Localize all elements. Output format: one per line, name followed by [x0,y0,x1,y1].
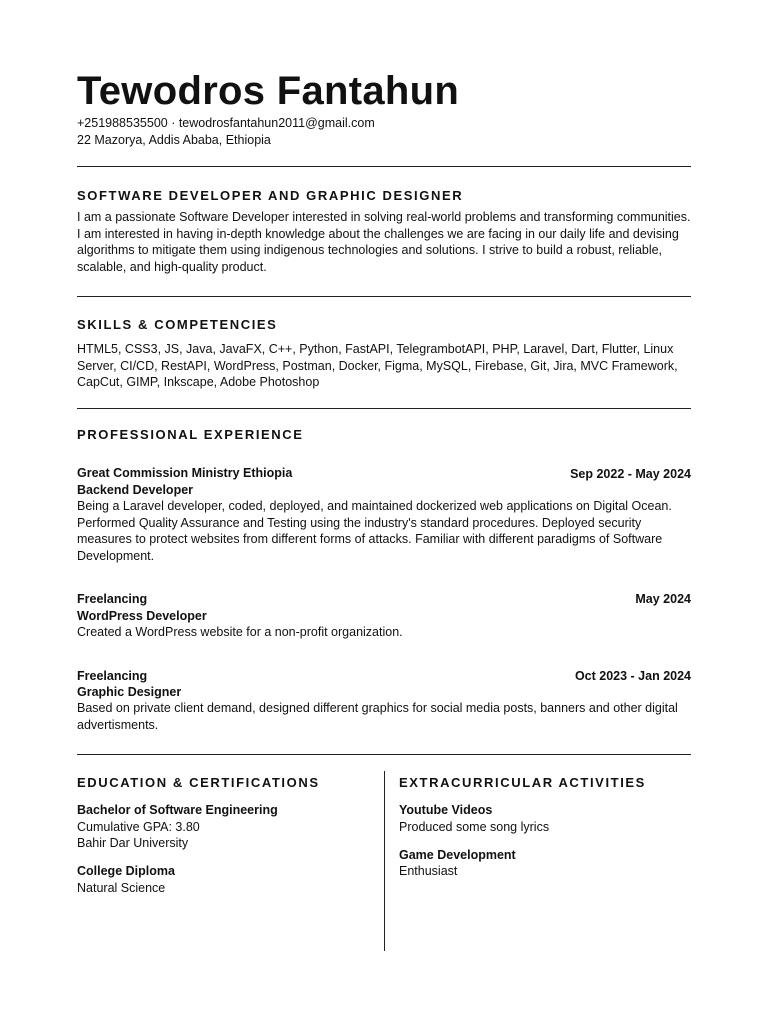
education-item-title: College Diploma [77,864,175,878]
skills-text: HTML5, CSS3, JS, Java, JavaFX, C++, Python, FastAPI, TelegrambotAPI, PHP, Laravel, Dart, Flutter, Linux Server, CI/CD, RestAPI, WordPress, Postman, Docker, Figma, MySQL, Firebase, Git, Jira, MVC Framework, CapCut, GIMP, Inkscape, Adobe Photoshop [77,342,678,390]
experience-heading: PROFESSIONAL EXPERIENCE [77,427,304,442]
section-divider [77,754,691,755]
job-role: WordPress Developer [77,609,207,623]
section-divider [77,408,691,409]
contact-phone-email: +251988535500 · tewodrosfantahun2011@gmail.com [77,116,375,130]
skills-heading: SKILLS & COMPETENCIES [77,317,278,332]
column-divider [384,771,385,951]
job-date: Oct 2023 - Jan 2024 [574,669,691,683]
education-item-line: Bahir Dar University [77,836,189,850]
job-role: Backend Developer [77,483,194,497]
job-description: Being a Laravel developer, coded, deployed, and maintained dockerized web applications on Digital Ocean. Performed Quality Assurance and Testing using the industry's standard procedures. Deployed security measures to protect websites from different forms of attacks. Familiar with different paradigms of Software Development. [77,499,672,564]
contact-address: 22 Mazorya, Addis Ababa, Ethiopia [77,133,271,147]
education-item-line: Natural Science [77,881,166,895]
job-date: May 2024 [635,592,691,606]
job-organization: Freelancing [77,592,148,606]
summary-heading: SOFTWARE DEVELOPER AND GRAPHIC DESIGNER [77,188,464,203]
job-description: Created a WordPress website for a non-profit organization. [77,625,403,639]
education-item-title: Bachelor of Software Engineering [77,803,278,817]
summary-text: I am a passionate Software Developer interested in solving real-world problems and transforming communities. I am interested in having in-depth knowledge about the challenges we are facing in our daily life and devising algorithms to mitigate them using indigenous technologies and solutions. I strive to build a robust, reliable, scalable, and high-quality product. [77,210,691,275]
extracurricular-item-line: Produced some song lyrics [399,820,550,834]
education-item-line: Cumulative GPA: 3.80 [77,820,200,834]
job-role: Graphic Designer [77,685,182,699]
extracurricular-heading: EXTRACURRICULAR ACTIVITIES [399,775,646,790]
extracurricular-item-title: Youtube Videos [399,803,493,817]
candidate-name: Tewodros Fantahun [77,69,460,113]
section-divider [77,296,691,297]
job-date: Sep 2022 - May 2024 [570,467,691,481]
job-organization: Freelancing [77,669,148,683]
job-organization: Great Commission Ministry Ethiopia [77,466,293,480]
section-divider [77,166,691,167]
extracurricular-item-title: Game Development [399,848,516,862]
job-description: Based on private client demand, designed different graphics for social media posts, banners and other digital advertisments. [77,701,678,732]
extracurricular-item-line: Enthusiast [399,864,458,878]
education-heading: EDUCATION & CERTIFICATIONS [77,775,320,790]
